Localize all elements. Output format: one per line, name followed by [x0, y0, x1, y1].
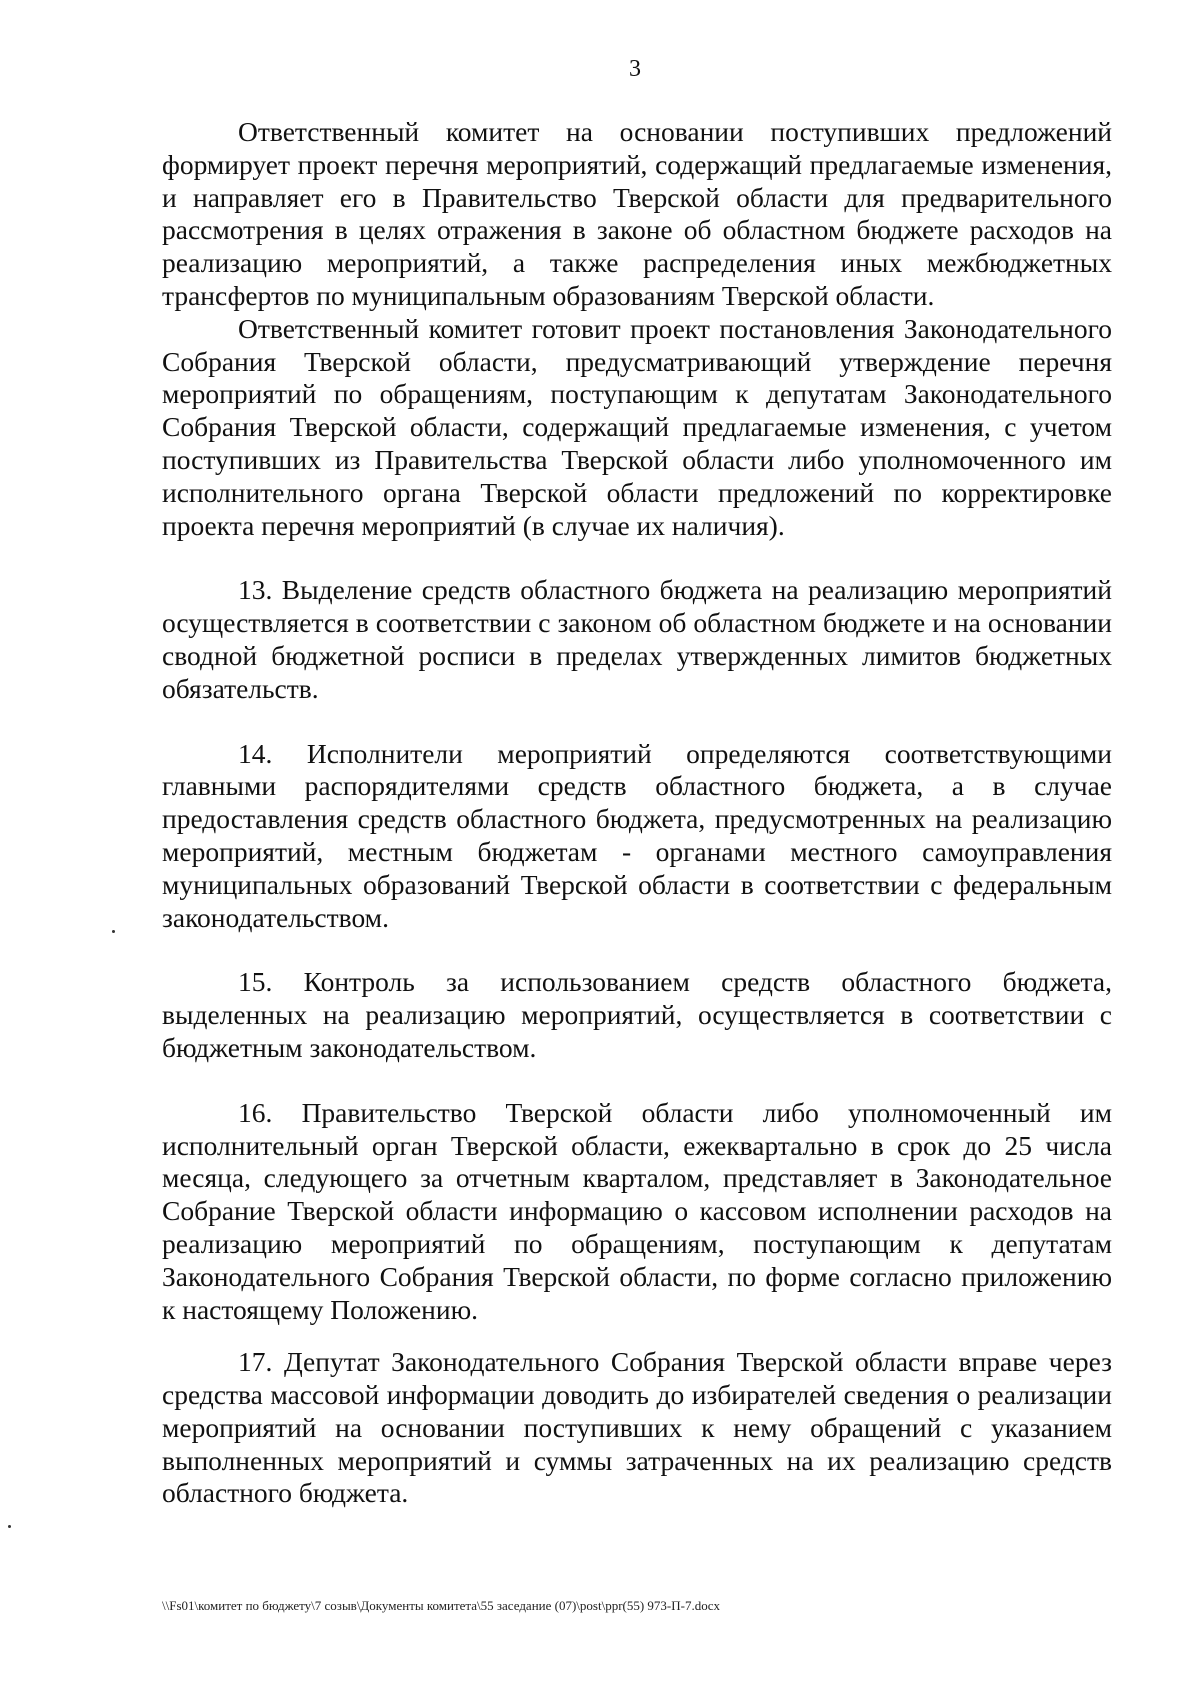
document-body — [162, 116, 1112, 1510]
paragraph-committee-forms-draft: Ответственный комитет на основании поступивших предложений формирует проект перечня мероприятий, содержащий предлагаемые изменения, и направляет его в Правительство Тверской области для предварительного рассмотрения в целях отражения в законе об областном бюджете расходов на реализацию мероприятий, а также распределения иных межбюджетных трансфертов по муниципальным образованиям Тверской области. — [162, 116, 1112, 311]
paragraph-15-control: 15. Контроль за использованием средств областного бюджета, выделенных на реализацию мероприятий, осуществляется в соответствии с бюджетным законодательством. — [162, 966, 1112, 1063]
page-number: 3 — [629, 56, 641, 82]
paragraph-14-executors: 14. Исполнители мероприятий определяются соответствующими главными распорядителями средств областного бюджета, а в случае предоставления средств областного бюджета, предусмотренных на реализацию мероприятий, местным бюджетам - органами местного самоуправления муниципальных образований Тверской области в соответствии с федеральным законодательством. — [162, 737, 1112, 933]
paragraph-16-reporting: 16. Правительство Тверской области либо уполномоченный им исполнительный орган Тверской области, ежеквартально в срок до 25 числа месяца, следующего за отчетным кварталом, представляет в Законодательное Собрание Тверской области информацию о кассовом исполнении расходов на реализацию мероприятий по обращениям, поступающим к депутатам Законодательного Собрания Тверской области, по форме согласно приложению к настоящему Положению. — [162, 1096, 1112, 1325]
scan-speck — [8, 1525, 11, 1528]
paragraph-committee-prepares-resolution: Ответственный комитет готовит проект постановления Законодательного Собрания Тверской области, предусматривающий утверждение перечня мероприятий по обращениям, поступающим к депутатам Законодательного Собрания Тверской области, содержащий предлагаемые изменения, с учетом поступивших из Правительства Тверской области либо уполномоченного им исполнительного органа Тверской области предложений по корректировке проекта перечня мероприятий (в случае их наличия). — [162, 312, 1112, 541]
file-path-footer: \\Fs01\комитет по бюджету\7 созыв\Документы комитета\55 заседание (07)\post\ppr(55) 973-П-7.docx — [162, 1598, 720, 1613]
scan-speck — [112, 930, 115, 933]
paragraph-13-allocation: 13. Выделение средств областного бюджета на реализацию мероприятий осуществляется в соответствии с законом об областном бюджете и на основании сводной бюджетной росписи в пределах утвержденных лимитов бюджетных обязательств. — [162, 574, 1112, 704]
paragraph-17-deputy-info: 17. Депутат Законодательного Собрания Тверской области вправе через средства массовой информации доводить до избирателей сведения о реализации мероприятий на основании поступивших к нему обращений с указанием выполненных мероприятий и суммы затраченных на их реализацию средств областного бюджета. — [162, 1346, 1112, 1509]
